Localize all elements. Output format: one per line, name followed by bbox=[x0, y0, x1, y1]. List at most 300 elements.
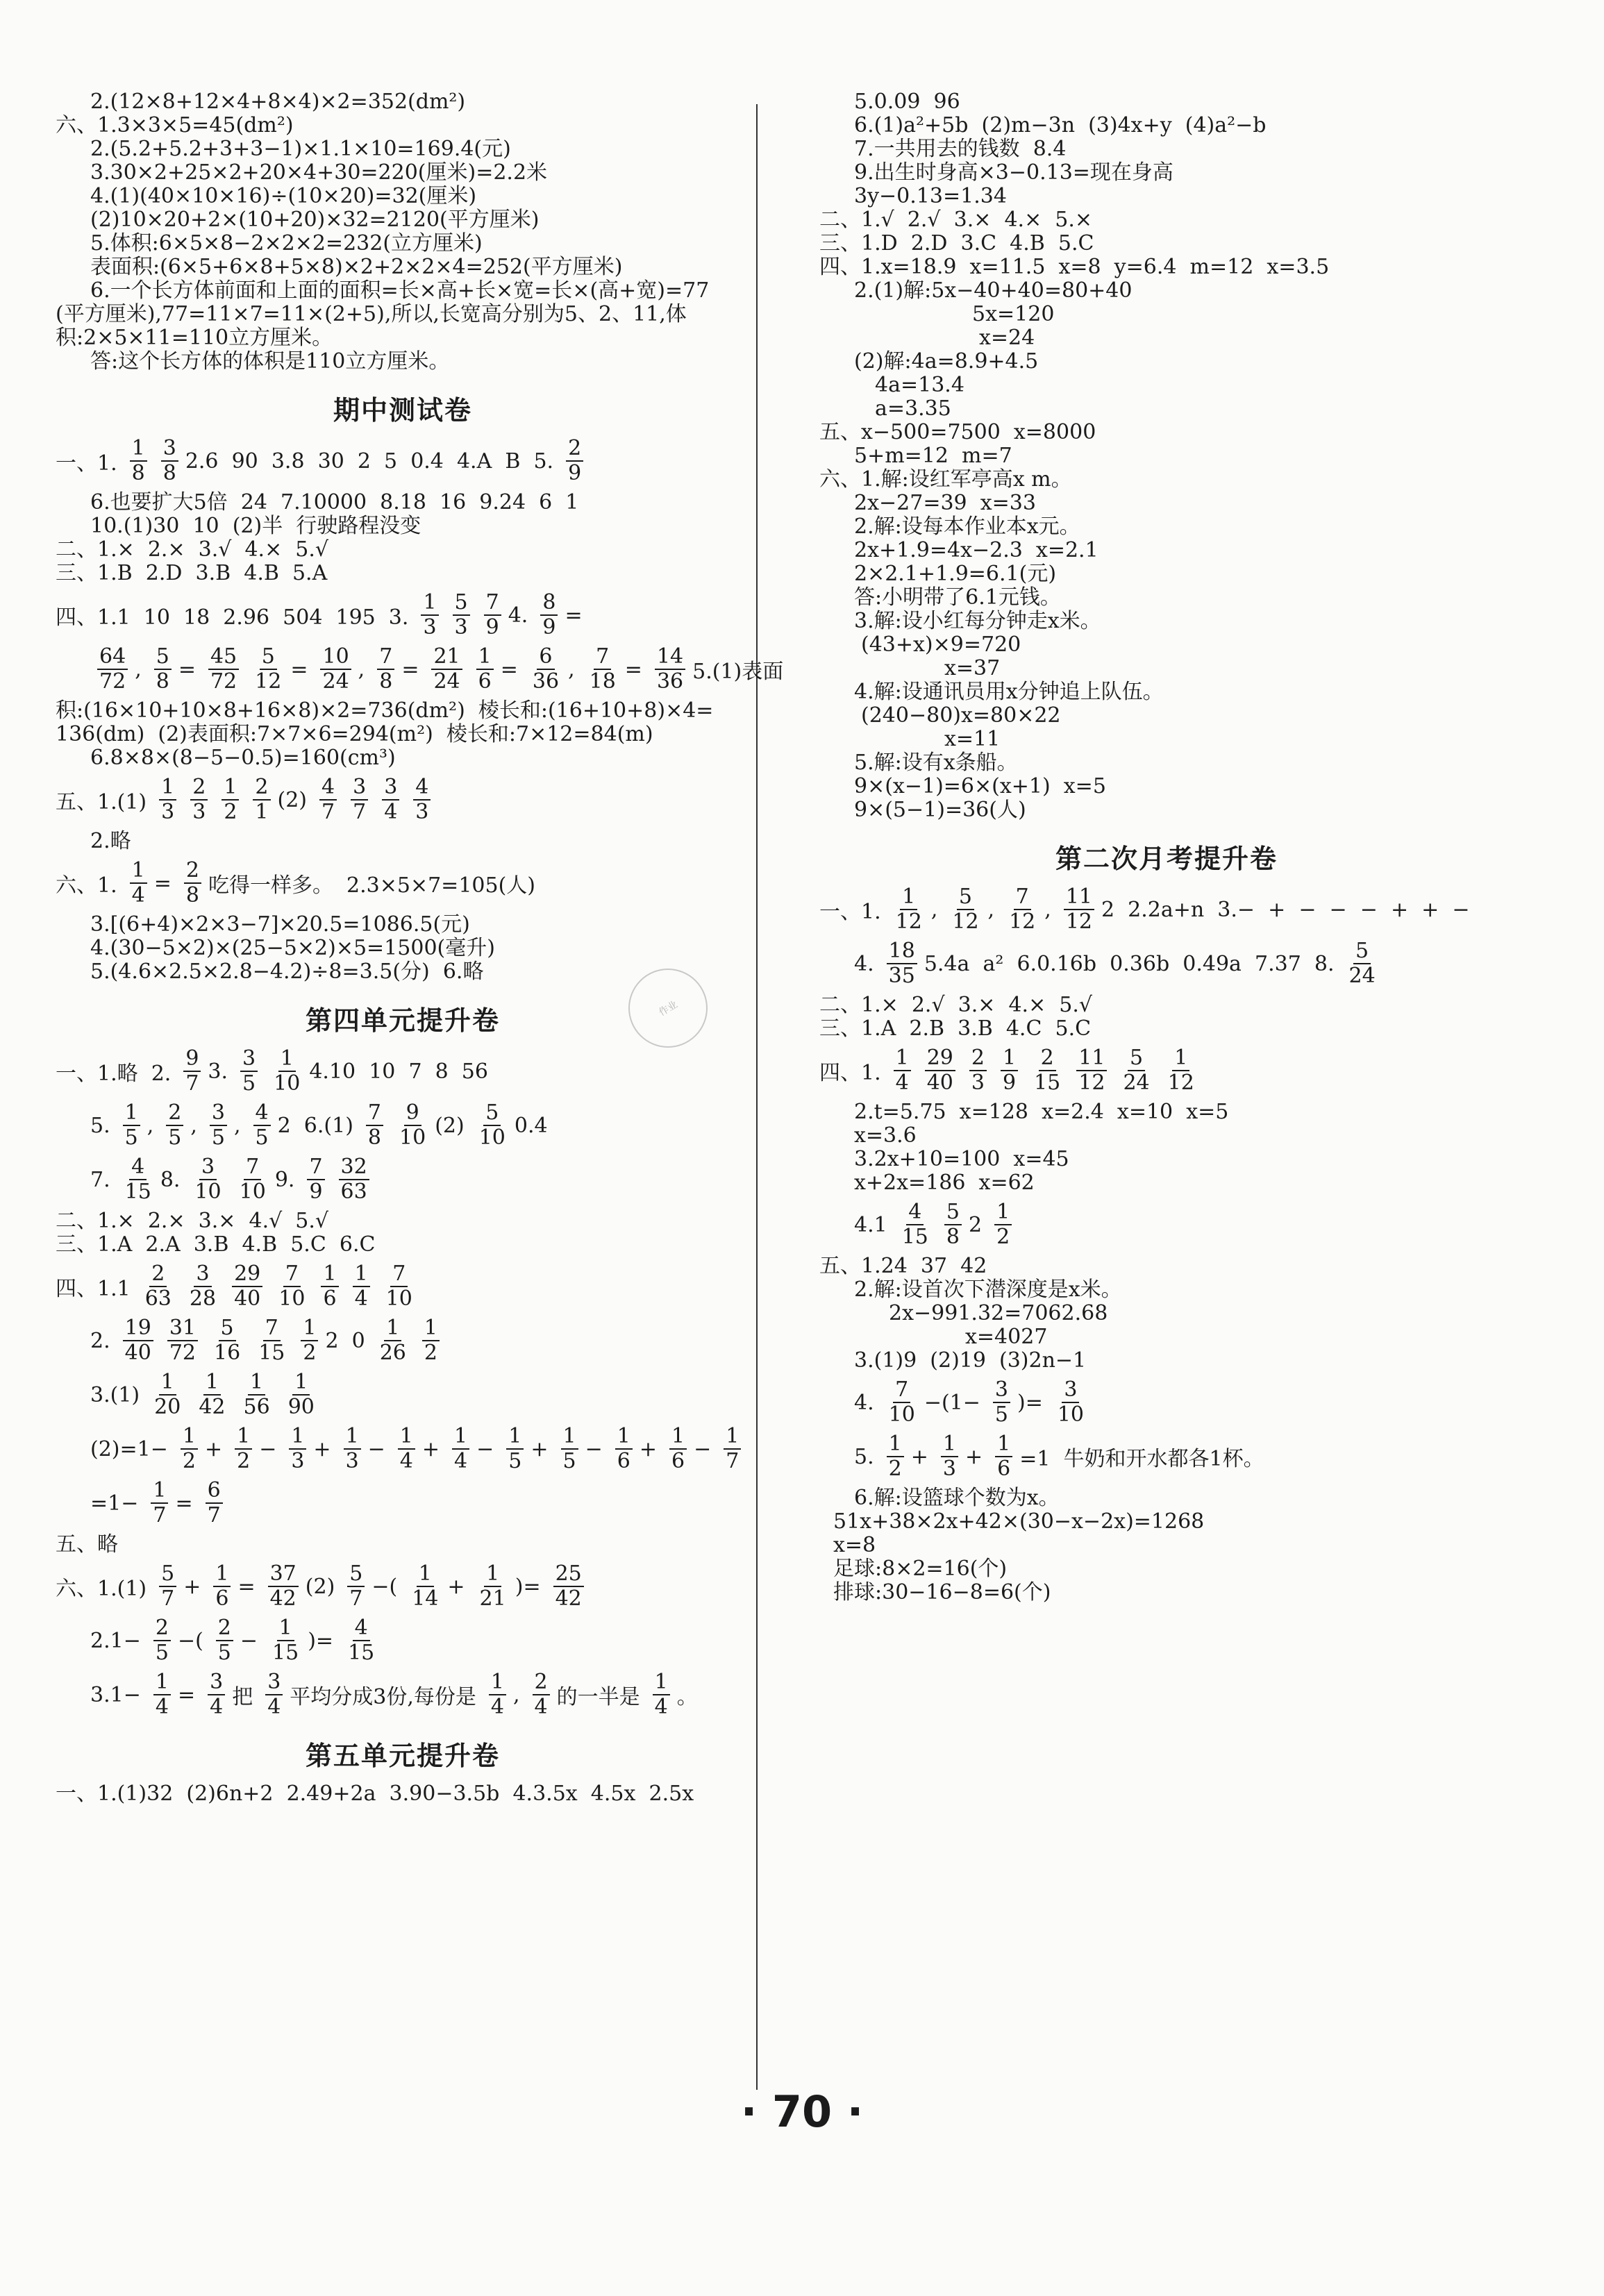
fraction: $\frac{2}{4}$ bbox=[533, 1670, 550, 1719]
denominator: 1 bbox=[255, 800, 269, 824]
denominator: 5 bbox=[255, 1125, 269, 1150]
answer-line: x=3.6 bbox=[854, 1123, 917, 1148]
text: 五、1.(1) bbox=[56, 790, 147, 814]
text: 3.(1) bbox=[90, 1382, 140, 1407]
fraction bbox=[351, 776, 368, 824]
text: , bbox=[358, 657, 365, 682]
text: + bbox=[313, 1436, 331, 1461]
fraction: $\frac{1}{8}$ bbox=[130, 437, 147, 485]
numerator: 2 bbox=[216, 1616, 233, 1641]
text: 2.6 90 3.8 30 2 5 0.4 4.A B 5. bbox=[185, 449, 554, 474]
numerator: 25 bbox=[553, 1562, 584, 1587]
text: , bbox=[1044, 897, 1051, 922]
answer-line: 二、1.× 2.× 3.× 4.√ 5.√ bbox=[56, 1209, 329, 1233]
numerator: 1 bbox=[669, 1425, 687, 1450]
answer-line: 5.体积:6×5×8−2×2×2=232(立方厘米) bbox=[90, 231, 483, 255]
fraction bbox=[143, 1262, 174, 1311]
denominator: 12 bbox=[1065, 910, 1093, 934]
answer-line: x+2x=186 x=62 bbox=[854, 1171, 1035, 1195]
numerator: 1 bbox=[248, 1371, 265, 1396]
unit4-line bbox=[56, 1316, 750, 1365]
denominator: 15 bbox=[258, 1341, 285, 1365]
left-top-block bbox=[56, 90, 750, 374]
numerator: 1 bbox=[222, 776, 239, 801]
answer-line: 3.[(6+4)×2×3−7]×20.5=1086.5(元) bbox=[90, 912, 470, 937]
denominator: 14 bbox=[412, 1586, 439, 1611]
answer-line: 9.出生时身高×3−0.13=现在身高 bbox=[854, 160, 1173, 185]
text: − bbox=[476, 1436, 494, 1461]
denominator: 12 bbox=[1078, 1071, 1105, 1095]
numerator: 5 bbox=[154, 645, 172, 670]
fraction bbox=[166, 1101, 183, 1150]
fraction bbox=[587, 645, 618, 694]
text: −( bbox=[371, 1574, 398, 1599]
answer-line: 表面积:(6×5+6×8+5×8)×2+2×2×4=252(平方厘米) bbox=[90, 255, 623, 279]
fraction bbox=[289, 1425, 306, 1473]
answer-line: 三、1.D 2.D 3.C 4.B 5.C bbox=[819, 231, 1094, 255]
denominator: 24 bbox=[1123, 1071, 1150, 1095]
denominator: 2 bbox=[424, 1341, 437, 1365]
fraction bbox=[384, 1262, 415, 1311]
numerator: 7 bbox=[390, 1262, 408, 1287]
fraction bbox=[377, 645, 394, 694]
month2-line bbox=[819, 1432, 1514, 1481]
denominator: 6 bbox=[997, 1457, 1011, 1481]
numerator: 6 bbox=[537, 645, 554, 670]
denominator: 5 bbox=[217, 1641, 231, 1665]
unit5-title: 第五单元提升卷 bbox=[305, 1741, 500, 1771]
answer-line: 3.解:设小红每分钟走x米。 bbox=[854, 609, 1101, 633]
denominator: 72 bbox=[210, 669, 237, 694]
answer-line: 6.解:设篮球个数为x。 bbox=[854, 1486, 1060, 1510]
fraction bbox=[477, 1101, 508, 1150]
unit4-line bbox=[56, 1425, 750, 1473]
denominator: 12 bbox=[1009, 910, 1036, 934]
fraction: $\frac{1}{2}$ bbox=[994, 1200, 1012, 1249]
answer-line: 积:(16×10+10×8+16×8)×2=736(dm²) 棱长和:(16+10+8)×4= bbox=[56, 698, 714, 723]
fraction bbox=[242, 1371, 272, 1419]
numerator: 1 bbox=[1172, 1046, 1189, 1071]
text: (2) bbox=[305, 1574, 335, 1599]
fraction bbox=[210, 1101, 227, 1150]
numerator: 64 bbox=[97, 645, 128, 670]
fraction: $\frac{9}{7}$ bbox=[183, 1047, 201, 1096]
denominator: 7 bbox=[349, 1586, 363, 1611]
text: )= bbox=[308, 1628, 334, 1653]
unit4-line bbox=[56, 1155, 750, 1204]
answer-line: 5.0.09 96 bbox=[854, 90, 960, 114]
text: = bbox=[237, 1574, 256, 1599]
denominator: 42 bbox=[555, 1586, 582, 1611]
fraction bbox=[153, 1616, 171, 1665]
text: 平均分成3份,每份是 bbox=[290, 1685, 476, 1709]
text: , bbox=[190, 1113, 197, 1138]
text: = bbox=[565, 603, 583, 628]
answer-line: 4.(30−5×2)×(25−5×2)×5=1500(毫升) bbox=[90, 936, 495, 960]
fraction: $\frac{7}{9}$ bbox=[484, 591, 501, 639]
text: 9. bbox=[274, 1167, 295, 1192]
answer-line: 答:这个长方体的体积是110立方厘米。 bbox=[90, 349, 450, 374]
fraction bbox=[506, 1425, 524, 1473]
month2-line bbox=[819, 1200, 1514, 1249]
fraction bbox=[181, 1425, 198, 1473]
text: + bbox=[964, 1444, 983, 1469]
text: = bbox=[178, 657, 196, 682]
fraction bbox=[478, 1562, 508, 1611]
fraction: $\frac{1}{10}$ bbox=[274, 1046, 301, 1096]
numerator: 1 bbox=[344, 1425, 361, 1450]
numerator: 1 bbox=[384, 1316, 401, 1341]
fraction bbox=[197, 1371, 227, 1419]
text: (2) bbox=[277, 787, 307, 812]
denominator: 8 bbox=[156, 669, 169, 694]
denominator: 7 bbox=[161, 1586, 175, 1611]
midterm-title: 期中测试卷 bbox=[333, 395, 472, 426]
denominator: 3 bbox=[345, 1449, 359, 1473]
fraction bbox=[476, 645, 494, 694]
fraction bbox=[422, 1316, 440, 1365]
text: 5.(1)表面 bbox=[692, 660, 784, 684]
fraction bbox=[159, 776, 176, 824]
text: 4.10 10 7 8 56 bbox=[309, 1059, 488, 1084]
text: 2.1− bbox=[90, 1628, 141, 1653]
numerator: 1 bbox=[561, 1425, 578, 1450]
fraction bbox=[1001, 1046, 1018, 1095]
answer-line: 51x+38×2x+42×(30−x−2x)=1268 bbox=[833, 1509, 1205, 1534]
fraction: $\frac{18}{35}$ bbox=[887, 939, 917, 988]
numerator: 2 bbox=[190, 776, 208, 801]
numerator: 11 bbox=[1076, 1046, 1107, 1071]
fraction bbox=[1076, 1046, 1107, 1095]
numerator: 1 bbox=[398, 1425, 415, 1450]
numerator: 1 bbox=[452, 1425, 469, 1450]
fraction bbox=[253, 645, 283, 694]
numerator: 1 bbox=[476, 645, 494, 670]
text: 2. bbox=[90, 1328, 110, 1353]
numerator: 5 bbox=[1128, 1046, 1145, 1071]
answer-line: 五、x−500=7500 x=8000 bbox=[819, 420, 1096, 444]
page-number: · 70 · bbox=[740, 2086, 864, 2137]
answer-line: x=37 bbox=[944, 656, 1001, 680]
fraction bbox=[286, 1371, 317, 1419]
fraction bbox=[321, 1262, 338, 1311]
text: − bbox=[259, 1436, 277, 1461]
fraction bbox=[1007, 885, 1037, 934]
column-divider bbox=[756, 104, 758, 2090]
fraction bbox=[213, 1562, 231, 1611]
denominator: 15 bbox=[1034, 1071, 1061, 1095]
midterm-line bbox=[56, 591, 750, 639]
fraction: $\frac{7}{9}$ bbox=[307, 1155, 324, 1204]
text: 把 bbox=[232, 1685, 253, 1709]
fraction bbox=[346, 1616, 376, 1665]
fraction: $\frac{1}{4}$ bbox=[130, 859, 147, 907]
fraction bbox=[232, 1262, 262, 1311]
denominator: 72 bbox=[99, 669, 126, 694]
text: 一、1. bbox=[56, 451, 117, 476]
fraction: $\frac{2}{8}$ bbox=[184, 859, 201, 907]
answer-line: 2.t=5.75 x=128 x=2.4 x=10 x=5 bbox=[854, 1100, 1229, 1124]
numerator: 1 bbox=[484, 1562, 501, 1587]
numerator: 1 bbox=[289, 1425, 306, 1450]
text: 四、1.1 10 18 2.96 504 195 3. bbox=[56, 605, 409, 630]
fraction bbox=[253, 776, 270, 824]
fraction bbox=[397, 1101, 428, 1150]
unit4-line bbox=[56, 1371, 750, 1419]
fraction bbox=[1121, 1046, 1151, 1095]
numerator: 1 bbox=[159, 776, 176, 801]
denominator: 2 bbox=[888, 1457, 902, 1481]
denominator: 10 bbox=[278, 1287, 306, 1311]
denominator: 40 bbox=[124, 1341, 151, 1365]
denominator: 12 bbox=[952, 910, 979, 934]
denominator: 26 bbox=[379, 1341, 406, 1365]
denominator: 40 bbox=[926, 1071, 953, 1095]
numerator: 1 bbox=[422, 1316, 440, 1341]
text: = bbox=[500, 657, 518, 682]
text: = bbox=[624, 657, 642, 682]
text: 7. bbox=[90, 1167, 110, 1192]
answer-line: (平方厘米),77=11×7=11×(2+5),所以,长宽高分别为5、2、11,体 bbox=[56, 302, 687, 326]
fraction: $\frac{7}{10}$ bbox=[888, 1377, 915, 1427]
answer-line: 五、略 bbox=[56, 1532, 118, 1557]
text: 2 2.2a+n 3.− + − − − + + − bbox=[1101, 897, 1470, 922]
denominator: 9 bbox=[1003, 1071, 1017, 1095]
text: 4. bbox=[854, 951, 874, 976]
fraction: $\frac{8}{9}$ bbox=[540, 591, 558, 639]
fraction: $\frac{3}{10}$ bbox=[194, 1155, 222, 1204]
fraction bbox=[270, 1616, 301, 1665]
text: 的一半是 bbox=[556, 1685, 640, 1709]
numerator: 4 bbox=[413, 776, 431, 801]
denominator: 4 bbox=[454, 1449, 468, 1473]
text: 5. bbox=[90, 1113, 110, 1138]
denominator: 10 bbox=[478, 1125, 506, 1150]
numerator: 11 bbox=[1064, 885, 1094, 910]
numerator: 2 bbox=[253, 776, 270, 801]
numerator: 1 bbox=[941, 1432, 958, 1457]
denominator: 90 bbox=[287, 1395, 315, 1419]
answer-line: 2.略 bbox=[90, 829, 131, 853]
answer-line: 3.2x+10=100 x=45 bbox=[854, 1147, 1069, 1171]
denominator: 5 bbox=[562, 1449, 576, 1473]
numerator: 3 bbox=[210, 1101, 227, 1126]
numerator: 1 bbox=[894, 1046, 911, 1071]
numerator: 1 bbox=[506, 1425, 524, 1450]
numerator: 1 bbox=[123, 1101, 140, 1126]
text: , bbox=[234, 1113, 241, 1138]
numerator: 5 bbox=[260, 645, 277, 670]
numerator: 31 bbox=[167, 1316, 198, 1341]
text: 2 6.(1) bbox=[277, 1113, 353, 1138]
answer-line: 四、1.x=18.9 x=11.5 x=8 y=6.4 m=12 x=3.5 bbox=[819, 255, 1330, 279]
numerator: 7 bbox=[366, 1101, 383, 1126]
numerator: 1 bbox=[353, 1262, 370, 1287]
denominator: 4 bbox=[895, 1071, 909, 1095]
denominator: 6 bbox=[671, 1449, 685, 1473]
answer-line: (43+x)×9=720 bbox=[861, 632, 1021, 657]
text: 四、1.1 bbox=[56, 1277, 131, 1301]
answer-line: 二、1.× 2.× 3.√ 4.× 5.√ bbox=[56, 537, 329, 562]
fraction: $\frac{1}{4}$ bbox=[489, 1670, 506, 1719]
denominator: 6 bbox=[323, 1287, 337, 1311]
answer-line: 3.30×2+25×2+20×4+30=220(厘米)=2.2米 bbox=[90, 160, 548, 185]
fraction bbox=[253, 1101, 271, 1150]
text: 4. bbox=[508, 603, 528, 628]
fraction bbox=[222, 776, 239, 824]
numerator: 2 bbox=[149, 1262, 167, 1287]
denominator: 12 bbox=[1167, 1071, 1194, 1095]
numerator: 2 bbox=[969, 1046, 987, 1071]
denominator: 4 bbox=[399, 1449, 413, 1473]
numerator: 21 bbox=[431, 645, 462, 670]
unit4-line bbox=[56, 1479, 750, 1527]
fraction: $\frac{1}{3}$ bbox=[421, 591, 438, 639]
text: = bbox=[177, 1682, 196, 1707]
answer-line: 2.(1)解:5x−40+40=80+40 bbox=[854, 278, 1133, 303]
fraction bbox=[344, 1425, 361, 1473]
answer-line: 五、1.24 37 42 bbox=[819, 1254, 987, 1278]
fraction bbox=[1032, 1046, 1062, 1095]
numerator: 7 bbox=[377, 645, 394, 670]
numerator: 1 bbox=[203, 1371, 221, 1396]
text: = bbox=[401, 657, 419, 682]
denominator: 15 bbox=[272, 1641, 299, 1665]
fraction bbox=[167, 1316, 198, 1365]
text: + bbox=[910, 1444, 928, 1469]
denominator: 7 bbox=[353, 800, 367, 824]
fraction bbox=[216, 1616, 233, 1665]
answer-line: 2×2.1+1.9=6.1(元) bbox=[854, 562, 1057, 586]
fraction: $\frac{3}{5}$ bbox=[993, 1378, 1010, 1427]
numerator: 5 bbox=[957, 885, 974, 910]
denominator: 3 bbox=[192, 800, 206, 824]
numerator: 4 bbox=[253, 1101, 271, 1126]
denominator: 2 bbox=[224, 800, 237, 824]
unit4-line bbox=[56, 1101, 750, 1150]
answer-line: 2x−991.32=7062.68 bbox=[889, 1301, 1108, 1325]
text: 2 bbox=[969, 1212, 983, 1237]
denominator: 20 bbox=[154, 1395, 181, 1419]
denominator: 21 bbox=[479, 1586, 506, 1611]
answer-line: 三、1.A 2.A 3.B 4.B 5.C 6.C bbox=[56, 1232, 376, 1257]
denominator: 7 bbox=[321, 800, 335, 824]
answer-line: 足球:8×2=16(个) bbox=[833, 1557, 1008, 1581]
fraction bbox=[398, 1425, 415, 1473]
denominator: 56 bbox=[243, 1395, 270, 1419]
fraction bbox=[319, 776, 337, 824]
fraction bbox=[154, 645, 172, 694]
fraction: $\frac{3}{10}$ bbox=[1057, 1377, 1085, 1427]
numerator: 1 bbox=[213, 1562, 231, 1587]
answer-line: 二、1.× 2.√ 3.× 4.× 5.√ bbox=[819, 993, 1093, 1017]
fraction: $\frac{32}{63}$ bbox=[339, 1155, 369, 1204]
text: =1− bbox=[90, 1491, 139, 1516]
answer-line: 2.解:设每本作业本x元。 bbox=[854, 514, 1080, 539]
answer-line: 2.解:设首次下潜深度是x米。 bbox=[854, 1277, 1122, 1302]
denominator: 42 bbox=[199, 1395, 226, 1419]
denominator: 6 bbox=[617, 1449, 630, 1473]
fraction bbox=[615, 1425, 633, 1473]
text: 四、1. bbox=[819, 1061, 881, 1085]
unit4-line bbox=[56, 1670, 750, 1719]
text: 一、1. bbox=[819, 900, 881, 924]
midterm-line bbox=[56, 644, 784, 694]
denominator: 3 bbox=[971, 1071, 985, 1095]
fraction bbox=[187, 1262, 218, 1311]
answer-line: 三、1.B 2.D 3.B 4.B 5.A bbox=[56, 561, 328, 585]
numerator: 3 bbox=[382, 776, 399, 801]
text: 。 bbox=[676, 1685, 698, 1709]
numerator: 19 bbox=[123, 1316, 153, 1341]
numerator: 1 bbox=[995, 1432, 1012, 1457]
fraction bbox=[887, 1432, 904, 1481]
answer-line: 7.一共用去的钱数 8.4 bbox=[854, 137, 1067, 161]
answer-line: 5x=120 bbox=[972, 302, 1055, 326]
numerator: 5 bbox=[159, 1562, 176, 1587]
denominator: 6 bbox=[478, 669, 492, 694]
denominator: 10 bbox=[385, 1287, 412, 1311]
answer-line: x=4027 bbox=[965, 1325, 1048, 1349]
fraction bbox=[452, 1425, 469, 1473]
fraction: $\frac{2}{9}$ bbox=[566, 437, 583, 485]
month2-title: 第二次月考提升卷 bbox=[1055, 844, 1278, 874]
fraction bbox=[123, 1316, 153, 1365]
fraction bbox=[894, 885, 924, 934]
denominator: 3 bbox=[161, 800, 175, 824]
answer-line: 六、1.3×3×5=45(dm²) bbox=[56, 113, 294, 137]
fraction: $\frac{5}{3}$ bbox=[453, 591, 470, 639]
denominator: 2 bbox=[303, 1341, 317, 1365]
fraction bbox=[413, 776, 431, 824]
fraction bbox=[276, 1262, 307, 1311]
fraction bbox=[553, 1562, 584, 1611]
fraction: $\frac{3}{4}$ bbox=[265, 1670, 283, 1719]
text: − bbox=[694, 1436, 712, 1461]
answer-line: a=3.35 bbox=[875, 396, 951, 421]
unit4-title: 第四单元提升卷 bbox=[305, 1005, 500, 1036]
fraction bbox=[366, 1101, 383, 1150]
text: = bbox=[153, 871, 172, 896]
text: 一、1.略 2. bbox=[56, 1062, 172, 1086]
denominator: 24 bbox=[433, 669, 460, 694]
denominator: 24 bbox=[322, 669, 349, 694]
denominator: 15 bbox=[348, 1641, 375, 1665]
fraction: $\frac{3}{8}$ bbox=[161, 437, 178, 485]
answer-line: 3y−0.13=1.34 bbox=[854, 184, 1007, 208]
denominator: 2 bbox=[182, 1449, 196, 1473]
text: −(1− bbox=[924, 1390, 980, 1415]
unit4-line bbox=[56, 1047, 750, 1096]
text: , bbox=[135, 657, 142, 682]
fraction: $\frac{4}{15}$ bbox=[124, 1155, 151, 1204]
denominator: 6 bbox=[215, 1586, 229, 1611]
answer-line: (240−80)x=80×22 bbox=[861, 703, 1061, 728]
text: 六、1. bbox=[56, 873, 117, 898]
denominator: 4 bbox=[384, 800, 398, 824]
fraction: $\frac{1}{7}$ bbox=[151, 1479, 168, 1527]
answer-line: 6.(1)a²+5b (2)m−3n (3)4x+y (4)a²−b bbox=[854, 113, 1267, 137]
denominator: 7 bbox=[726, 1449, 740, 1473]
text: 3. bbox=[208, 1059, 228, 1084]
stamp-icon bbox=[628, 969, 708, 1048]
answer-line: 6.一个长方体前面和上面的面积=长×高+长×宽=长×(高+宽)=77 bbox=[90, 278, 710, 303]
numerator: 29 bbox=[925, 1046, 955, 1071]
numerator: 2 bbox=[153, 1616, 171, 1641]
answer-line: x=11 bbox=[944, 727, 1001, 751]
numerator: 1 bbox=[724, 1425, 741, 1450]
answer-line: 2x−27=39 x=33 bbox=[854, 491, 1036, 515]
